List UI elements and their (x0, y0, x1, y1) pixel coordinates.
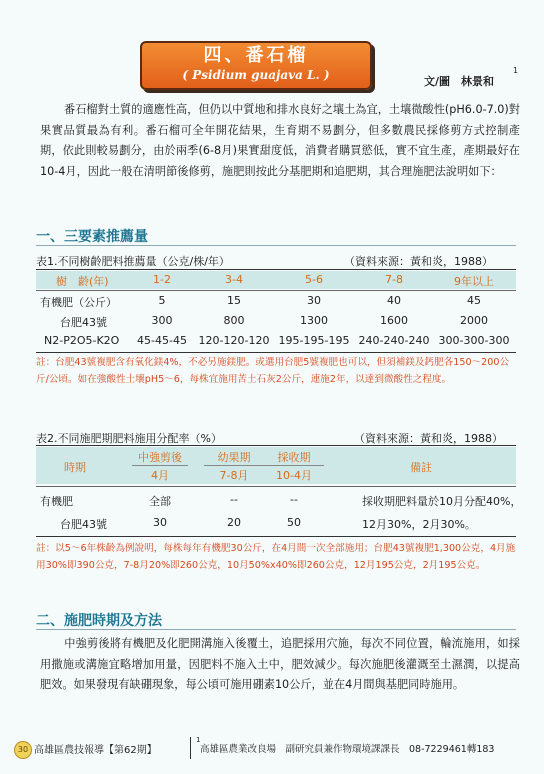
page-number-badge: 30 (14, 741, 32, 759)
table2-remark: 12月30%，2月30%。 (362, 518, 476, 531)
footer-affiliation: 高雄區農業改良場 副研究員兼作物環境課課長 08-7229461轉183 (200, 744, 495, 755)
table1-row-label: 有機肥（公斤） (40, 296, 117, 309)
table1-cell: 45 (467, 294, 481, 307)
table1-cell: 120-120-120 (198, 334, 270, 347)
table1-header-rule (36, 290, 516, 291)
table1-col-header: 1-2 (153, 273, 171, 286)
footer-divider (190, 737, 191, 759)
table1-cell: 30 (307, 294, 321, 307)
section2-paragraph (40, 634, 520, 696)
table1-cell: 1300 (300, 314, 328, 327)
table2-cell: 30 (153, 516, 167, 529)
intro-paragraph (40, 100, 520, 182)
table1-top-rule (36, 269, 516, 270)
table2-stage-divider (204, 465, 264, 466)
section2-heading: 二、施肥時期及方法 (36, 613, 162, 629)
table2-cell: 全部 (149, 495, 171, 508)
author-footnote-mark: 1 (513, 66, 519, 75)
table2-cell: -- (290, 493, 298, 506)
table2-stage-divider (132, 465, 188, 466)
intro-text: 番石榴對土質的適應性高，但仍以中質地和排水良好之壤土為宜，土壤微酸性(pH6.0-7.0)對果實品質最為有利。番石榴可全年開花結果，生育期不易劃分，但多數農民採修剪方式控制產期，依此則較易劃分，由於兩季(6-8月)果實甜度低，消費者購買慾低，實不宜生產，產期最好在10-4月，因此一般在清明節後修剪，施肥則按此分基肥期和追肥期，其合理施肥法說明如下： (40, 103, 520, 178)
table2-cell: 20 (227, 516, 241, 529)
table1-col-header: 3-4 (225, 273, 243, 286)
table1-cell: 40 (387, 294, 401, 307)
table2-caption: 表2.不同施肥期肥料施用分配率（%） (36, 432, 222, 445)
table1-cell: 195-195-195 (278, 334, 350, 347)
table1-cell: 45-45-45 (137, 334, 187, 347)
table2-source: （資料來源：黃和炎，1988） (354, 432, 503, 445)
table1-cell: 2000 (460, 314, 488, 327)
table1-source: （資料來源：黃和炎，1988） (344, 255, 493, 268)
table1-cell: 300 (151, 314, 173, 327)
footer-footnote-mark: 1 (196, 736, 201, 744)
table1-cell: 240-240-240 (358, 334, 430, 347)
latin-name: ( Psidium guajava L. ) (182, 68, 330, 82)
table2-row-label: 台肥43號 (60, 518, 107, 531)
footer-journal: 高雄區農技報導【第62期】 (34, 745, 157, 756)
table2-stage-divider (264, 465, 324, 466)
table2-cell: 50 (287, 516, 301, 529)
table2-remark-label: 備註 (410, 461, 432, 474)
table1-cell: 5 (158, 294, 166, 307)
title-banner (140, 41, 372, 90)
table2-stage-name: 採收期 (277, 451, 311, 464)
table2-stage-name: 中強剪後 (138, 451, 182, 464)
table1-cell: 800 (223, 314, 245, 327)
table1-row-label: N2-P2O5-K2O (44, 334, 120, 347)
table1-row-label: 台肥43號 (60, 316, 107, 329)
table1-cell: 15 (227, 294, 241, 307)
table2-period-label: 時期 (64, 461, 86, 474)
section2-underline (36, 629, 516, 630)
table2-bottom-rule (36, 536, 516, 537)
table1-cell: 1600 (380, 314, 408, 327)
table2-stage-name: 幼果期 (217, 451, 251, 464)
table1-cell: 300-300-300 (438, 334, 510, 347)
table1-col-header: 7-8 (385, 273, 403, 286)
table2-stage-month: 7-8月 (219, 469, 249, 482)
author-line: 文/圖 林景和 (424, 75, 495, 88)
table2-header-rule (36, 486, 516, 487)
table2-remark: 採收期肥料量於10月分配40%， (362, 495, 522, 508)
page-title: 四、番石榴 (203, 45, 309, 66)
table2-stage-month: 4月 (151, 469, 169, 482)
section2-text: 中強剪後將有機肥及化肥開溝施入後覆土，追肥採用穴施，每次不同位置，輪流施用，如採用撒施或溝施宜略增加用量，因肥料不施入土中，肥效減少。每次施肥後灌溉至土濕潤，以提高肥效。如果發現有缺硼現象，每公頃可施用硼素10公斤，並在4月間與基肥同時施用。 (40, 637, 520, 691)
table1-col-header: 9年以上 (454, 275, 494, 288)
table1-bottom-rule (36, 352, 516, 353)
table2-top-rule (36, 445, 516, 446)
section1-underline (36, 245, 516, 246)
table1-caption: 表1.不同樹齡肥料推薦量（公克/株/年） (36, 255, 230, 268)
table2-row-label: 有機肥 (40, 495, 73, 508)
table2-stage-month: 10-4月 (276, 469, 312, 482)
section1-heading: 一、三要素推薦量 (36, 229, 148, 245)
table2-cell: -- (230, 493, 238, 506)
table2-note: 註：以5～6年株齡為例說明，每株每年有機肥30公斤，在4月間一次全部施用；台肥43號複肥1,300公克，4月施用30%即390公克，7-8月20%即260公克，10月50%x40%即260公克，12月195公克，2月195公克。 (36, 543, 516, 571)
table1-note: 註：台肥43號複肥含有氧化鎂4%，不必另施鎂肥。或選用台肥5號複肥也可以，但須補鎂及鈣肥各150～200公斤/公頃。如在強酸性土壤pH5～6，每株宜施用苦土石灰2公斤，連施2年，以達到微酸性之程度。 (36, 357, 510, 385)
table1-col-header: 5-6 (305, 273, 323, 286)
table1-header-label: 樹 齡(年) (56, 275, 109, 288)
